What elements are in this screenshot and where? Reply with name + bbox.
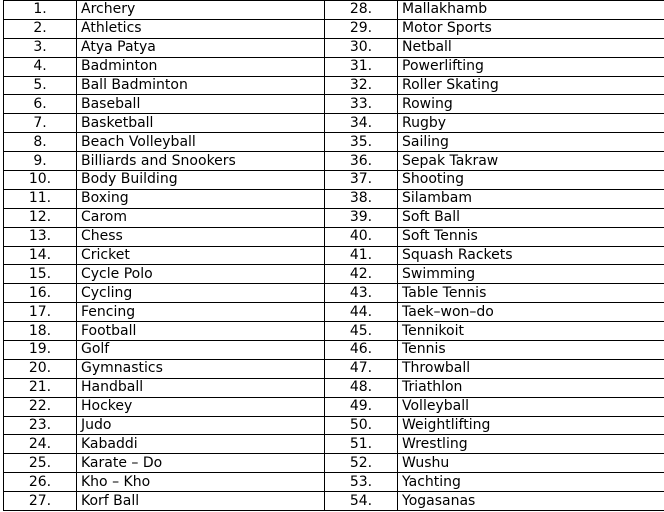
sport-name-cell: Rugby <box>398 114 664 133</box>
table-row <box>4 322 664 341</box>
sport-name-cell: Beach Volleyball <box>77 133 325 152</box>
serial-number-cell: 34. <box>325 114 398 133</box>
serial-number-cell: 32. <box>325 76 398 95</box>
serial-number-cell: 27. <box>4 492 77 511</box>
table-row <box>4 378 664 397</box>
serial-number-cell: 18. <box>4 322 77 341</box>
table-row <box>4 416 664 435</box>
sport-name-cell: Weightlifting <box>398 416 664 435</box>
serial-number-cell: 48. <box>325 378 398 397</box>
table-row <box>4 341 664 360</box>
sport-name-cell: Kho – Kho <box>77 473 325 492</box>
sport-name-cell: Mallakhamb <box>398 1 664 20</box>
serial-number-cell: 1. <box>4 1 77 20</box>
serial-number-cell: 15. <box>4 265 77 284</box>
table-row <box>4 246 664 265</box>
serial-number-cell: 46. <box>325 341 398 360</box>
table-row <box>4 227 664 246</box>
sport-name-cell: Chess <box>77 227 325 246</box>
table-row <box>4 359 664 378</box>
sport-name-cell: Tennikoit <box>398 322 664 341</box>
serial-number-cell: 33. <box>325 95 398 114</box>
sport-name-cell: Squash Rackets <box>398 246 664 265</box>
table-row <box>4 171 664 190</box>
serial-number-cell: 8. <box>4 133 77 152</box>
table-row <box>4 1 664 20</box>
serial-number-cell: 43. <box>325 284 398 303</box>
serial-number-cell: 5. <box>4 76 77 95</box>
serial-number-cell: 20. <box>4 359 77 378</box>
table-row <box>4 435 664 454</box>
serial-number-cell: 22. <box>4 397 77 416</box>
serial-number-cell: 9. <box>4 152 77 171</box>
serial-number-cell: 29. <box>325 19 398 38</box>
serial-number-cell: 17. <box>4 303 77 322</box>
sport-name-cell: Baseball <box>77 95 325 114</box>
sport-name-cell: Carom <box>77 208 325 227</box>
table-row <box>4 114 664 133</box>
sport-name-cell: Cycle Polo <box>77 265 325 284</box>
serial-number-cell: 36. <box>325 152 398 171</box>
table-row <box>4 397 664 416</box>
serial-number-cell: 35. <box>325 133 398 152</box>
sport-name-cell: Archery <box>77 1 325 20</box>
serial-number-cell: 19. <box>4 341 77 360</box>
sport-name-cell: Football <box>77 322 325 341</box>
serial-number-cell: 11. <box>4 189 77 208</box>
sport-name-cell: Rowing <box>398 95 664 114</box>
table-row <box>4 95 664 114</box>
sport-name-cell: Basketball <box>77 114 325 133</box>
table-row <box>4 38 664 57</box>
sport-name-cell: Netball <box>398 38 664 57</box>
sport-name-cell: Table Tennis <box>398 284 664 303</box>
sport-name-cell: Atya Patya <box>77 38 325 57</box>
sport-name-cell: Gymnastics <box>77 359 325 378</box>
sport-name-cell: Powerlifting <box>398 57 664 76</box>
sports-table <box>3 0 664 511</box>
sport-name-cell: Ball Badminton <box>77 76 325 95</box>
sport-name-cell: Badminton <box>77 57 325 76</box>
serial-number-cell: 47. <box>325 359 398 378</box>
serial-number-cell: 52. <box>325 454 398 473</box>
table-row <box>4 152 664 171</box>
serial-number-cell: 44. <box>325 303 398 322</box>
table-row <box>4 303 664 322</box>
sport-name-cell: Billiards and Snookers <box>77 152 325 171</box>
sport-name-cell: Soft Ball <box>398 208 664 227</box>
sport-name-cell: Swimming <box>398 265 664 284</box>
sport-name-cell: Judo <box>77 416 325 435</box>
serial-number-cell: 25. <box>4 454 77 473</box>
serial-number-cell: 39. <box>325 208 398 227</box>
sport-name-cell: Karate – Do <box>77 454 325 473</box>
serial-number-cell: 50. <box>325 416 398 435</box>
serial-number-cell: 13. <box>4 227 77 246</box>
serial-number-cell: 24. <box>4 435 77 454</box>
table-row <box>4 189 664 208</box>
sport-name-cell: Throwball <box>398 359 664 378</box>
sport-name-cell: Cricket <box>77 246 325 265</box>
serial-number-cell: 30. <box>325 38 398 57</box>
serial-number-cell: 37. <box>325 171 398 190</box>
table-row <box>4 133 664 152</box>
serial-number-cell: 49. <box>325 397 398 416</box>
serial-number-cell: 12. <box>4 208 77 227</box>
table-row <box>4 454 664 473</box>
table-row <box>4 473 664 492</box>
table-row <box>4 492 664 511</box>
sport-name-cell: Golf <box>77 341 325 360</box>
serial-number-cell: 10. <box>4 171 77 190</box>
serial-number-cell: 2. <box>4 19 77 38</box>
sport-name-cell: Kabaddi <box>77 435 325 454</box>
sport-name-cell: Athletics <box>77 19 325 38</box>
sport-name-cell: Motor Sports <box>398 19 664 38</box>
serial-number-cell: 3. <box>4 38 77 57</box>
sport-name-cell: Body Building <box>77 171 325 190</box>
serial-number-cell: 41. <box>325 246 398 265</box>
sport-name-cell: Yachting <box>398 473 664 492</box>
sport-name-cell: Sepak Takraw <box>398 152 664 171</box>
sport-name-cell: Tennis <box>398 341 664 360</box>
serial-number-cell: 54. <box>325 492 398 511</box>
serial-number-cell: 16. <box>4 284 77 303</box>
sport-name-cell: Handball <box>77 378 325 397</box>
serial-number-cell: 28. <box>325 1 398 20</box>
sport-name-cell: Soft Tennis <box>398 227 664 246</box>
serial-number-cell: 4. <box>4 57 77 76</box>
serial-number-cell: 53. <box>325 473 398 492</box>
sport-name-cell: Silambam <box>398 189 664 208</box>
sport-name-cell: Wrestling <box>398 435 664 454</box>
table-row <box>4 284 664 303</box>
serial-number-cell: 45. <box>325 322 398 341</box>
serial-number-cell: 14. <box>4 246 77 265</box>
sport-name-cell: Cycling <box>77 284 325 303</box>
serial-number-cell: 23. <box>4 416 77 435</box>
sport-name-cell: Volleyball <box>398 397 664 416</box>
serial-number-cell: 51. <box>325 435 398 454</box>
serial-number-cell: 7. <box>4 114 77 133</box>
table-row <box>4 57 664 76</box>
sport-name-cell: Shooting <box>398 171 664 190</box>
table-row <box>4 208 664 227</box>
serial-number-cell: 42. <box>325 265 398 284</box>
sport-name-cell: Roller Skating <box>398 76 664 95</box>
table-row <box>4 19 664 38</box>
sport-name-cell: Hockey <box>77 397 325 416</box>
serial-number-cell: 31. <box>325 57 398 76</box>
sport-name-cell: Boxing <box>77 189 325 208</box>
table-row <box>4 265 664 284</box>
serial-number-cell: 40. <box>325 227 398 246</box>
serial-number-cell: 26. <box>4 473 77 492</box>
sport-name-cell: Taek–won–do <box>398 303 664 322</box>
serial-number-cell: 21. <box>4 378 77 397</box>
serial-number-cell: 6. <box>4 95 77 114</box>
sport-name-cell: Triathlon <box>398 378 664 397</box>
sport-name-cell: Fencing <box>77 303 325 322</box>
serial-number-cell: 38. <box>325 189 398 208</box>
table-body <box>4 1 664 511</box>
sport-name-cell: Korf Ball <box>77 492 325 511</box>
sport-name-cell: Yogasanas <box>398 492 664 511</box>
table-row <box>4 76 664 95</box>
sport-name-cell: Wushu <box>398 454 664 473</box>
sport-name-cell: Sailing <box>398 133 664 152</box>
